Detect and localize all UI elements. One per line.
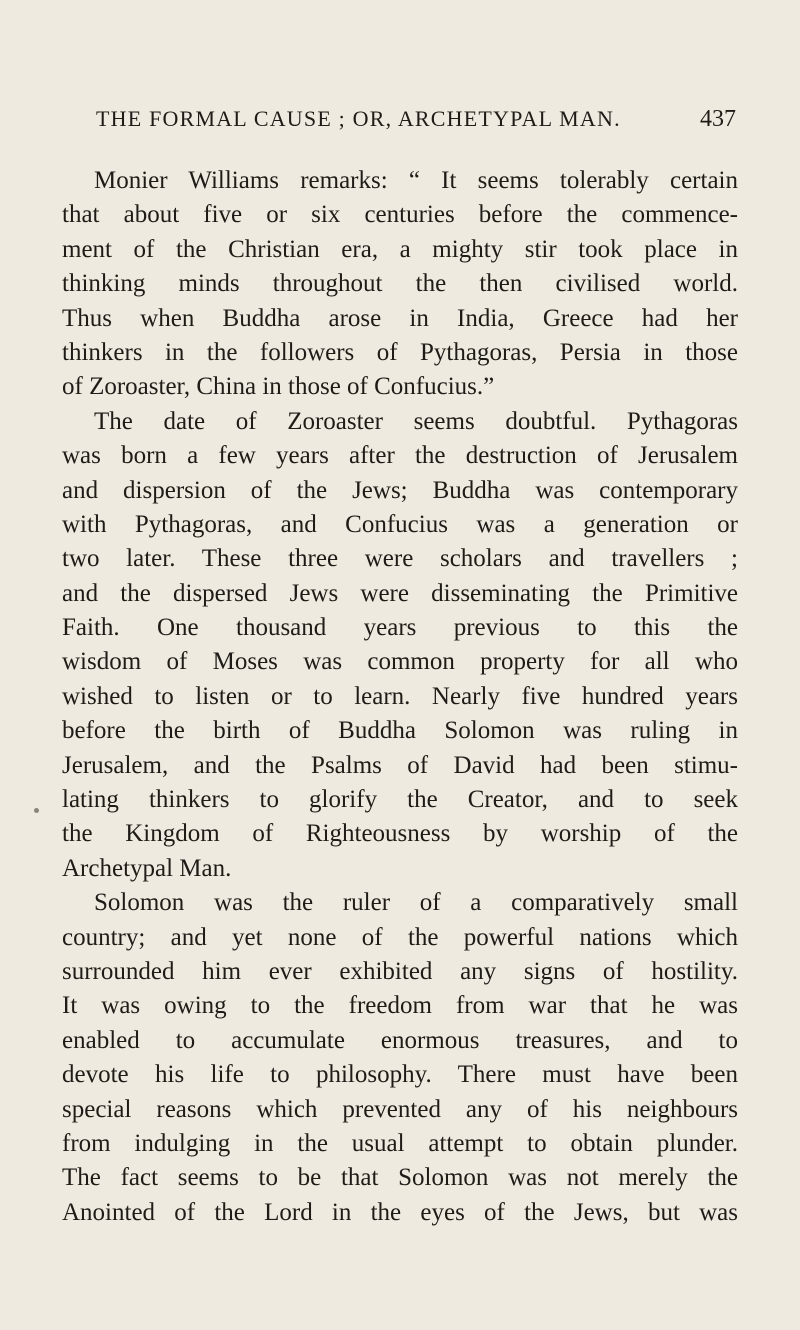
text-line: ment of the Christian era, a mighty stir took place in — [62, 235, 738, 263]
text-line: The fact seems to be that Solomon was not merely the — [62, 1164, 738, 1192]
text-line: and the dispersed Jews were disseminating the Primitive — [62, 579, 738, 607]
text-line: thinkers in the followers of Pythagoras, Persia in those — [62, 338, 738, 366]
body-text — [62, 164, 738, 1230]
text-line: with Pythagoras, and Confucius was a generation or — [62, 510, 738, 538]
text-line: Faith. One thousand years previous to this the — [62, 614, 738, 642]
text-line: country; and yet none of the powerful nations which — [62, 923, 738, 951]
text-line: devote his life to philosophy. There must have been — [62, 1061, 738, 1089]
text-line: Anointed of the Lord in the eyes of the Jews, but was — [62, 1198, 738, 1226]
text-line: wisdom of Moses was common property for all who — [62, 648, 738, 676]
running-head-title: THE FORMAL CAUSE ; OR, ARCHETYPAL MAN. — [96, 106, 621, 131]
margin-speck — [34, 808, 39, 813]
text-line: Jerusalem, and the Psalms of David had been stimu- — [62, 751, 738, 779]
text-line: two later. These three were scholars and travellers ; — [62, 545, 738, 573]
text-line: from indulging in the usual attempt to obtain plunder. — [62, 1129, 738, 1157]
text-line: enabled to accumulate enormous treasures, and to — [62, 1026, 738, 1054]
page-number: 437 — [700, 106, 736, 132]
text-line: that about five or six centuries before the commence- — [62, 201, 738, 229]
text-line: the Kingdom of Righteousness by worship of the — [62, 820, 738, 848]
text-line: and dispersion of the Jews; Buddha was contemporary — [62, 476, 738, 504]
text-line: Archetypal Man. — [62, 854, 232, 882]
text-line: before the birth of Buddha Solomon was ruling in — [62, 717, 738, 745]
text-line: Thus when Buddha arose in India, Greece had her — [62, 304, 738, 332]
running-head — [96, 100, 736, 140]
text-line: thinking minds throughout the then civilised world. — [62, 270, 738, 298]
text-line: was born a few years after the destruction of Jerusalem — [62, 442, 738, 470]
text-line: Monier Williams remarks: “ It seems tolerably certain — [94, 167, 738, 194]
text-line: wished to listen or to learn. Nearly five hundred years — [62, 682, 738, 710]
text-line: surrounded him ever exhibited any signs of hostility. — [62, 957, 738, 985]
text-line: of Zoroaster, China in those of Confucius.” — [62, 373, 495, 401]
text-line: It was owing to the freedom from war that he was — [62, 992, 738, 1020]
text-line: The date of Zoroaster seems doubtful. Pythagoras — [94, 407, 738, 435]
text-line: special reasons which prevented any of his neighbours — [62, 1095, 738, 1123]
text-line: Solomon was the ruler of a comparatively small — [94, 889, 738, 917]
text-line: lating thinkers to glorify the Creator, and to seek — [62, 786, 738, 814]
